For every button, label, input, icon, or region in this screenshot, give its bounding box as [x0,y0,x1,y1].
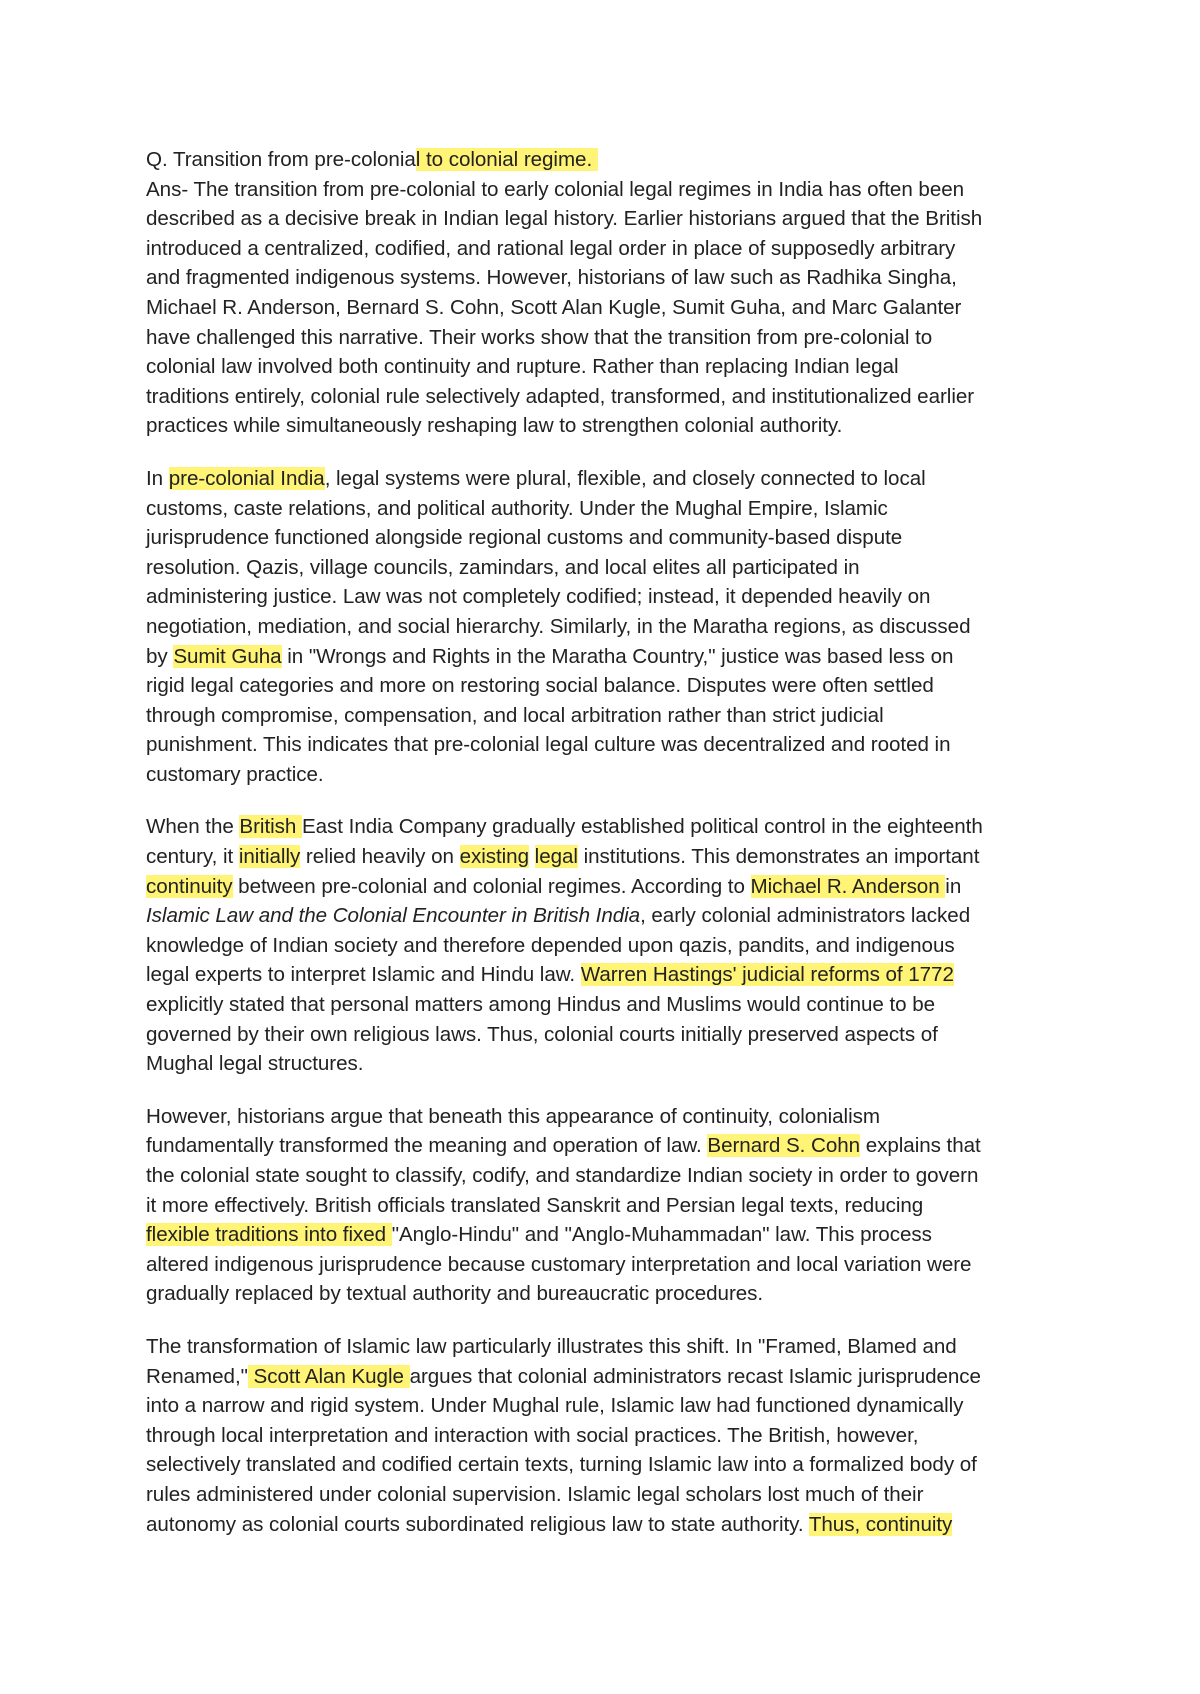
text-run: in "Wrongs and Rights in the Maratha Country," justice was based less on [281,644,954,668]
highlighted-text: Warren Hastings' judicial reforms of 1772 [580,963,954,987]
text-run: fundamentally transformed the meaning and operation of law. [146,1134,708,1158]
text-line [146,263,1066,293]
text-run [529,845,535,868]
text-run: it more effectively. British officials translated Sanskrit and Persian legal texts, reducing [146,1193,924,1217]
highlighted-text: continuity [146,874,233,898]
text-run: described as a decisive break in Indian legal history. Earlier historians argued that the British [146,207,983,231]
text-run: altered indigenous jurisprudence because customary interpretation and local variation were [146,1252,972,1276]
paragraph-spacing [146,789,1066,812]
text-line [146,1161,1066,1191]
text-line [146,1191,1066,1221]
text-run: between pre-colonial and colonial regimes. According to [232,874,751,898]
text-run: Renamed," [146,1364,248,1388]
text-run: through compromise, compensation, and local arbitration rather than strict judicial [146,703,884,727]
text-run: resolution. Qazis, village councils, zamindars, and local elites all participated in [146,555,860,579]
text-run: autonomy as colonial courts subordinated religious law to state authority. [146,1512,809,1536]
text-run: "Anglo-Hindu" and "Anglo-Muhammadan" law. This process [391,1223,932,1247]
text-run: traditions entirely, colonial rule selectively adapted, transformed, and institutionalized earlier [146,384,975,408]
text-run: However, historians argue that beneath this appearance of continuity, colonialism [146,1104,880,1128]
highlighted-text: Scott Alan Kugle [247,1364,410,1388]
text-run: Ans- The transition from pre-colonial to early colonial legal regimes in India has often been [146,177,965,201]
highlighted-text: legal [534,845,578,869]
paragraph-spacing [146,1309,1066,1332]
text-run: into a narrow and rigid system. Under Mughal rule, Islamic law had functioned dynamically [146,1394,964,1418]
text-run: gradually replaced by textual authority and bureaucratic procedures. [146,1282,764,1306]
text-run: institutions. This demonstrates an important [577,845,980,869]
text-line [146,872,1066,902]
text-line [146,701,1066,731]
text-line [146,382,1066,412]
text-run: rules administered under colonial supervision. Islamic legal scholars lost much of their [146,1482,924,1506]
paragraph-spacing [146,1079,1066,1102]
text-line [146,494,1066,524]
text-line [146,990,1066,1020]
text-line [146,642,1066,672]
text-run: Q. Transition from pre-colonia [146,148,416,171]
text-line [146,730,1066,760]
text-line [146,1020,1066,1050]
text-line [146,523,1066,553]
text-line [146,1362,1066,1392]
text-line [146,931,1066,961]
text-run: governed by their own religious laws. Thus, colonial courts initially preserved aspects of [146,1022,938,1046]
text-run: knowledge of Indian society and therefore depended upon qazis, pandits, and indigenous [146,933,955,957]
text-run: punishment. This indicates that pre-colonial legal culture was decentralized and rooted in [146,733,951,757]
text-line [146,960,1066,990]
text-line [146,1250,1066,1280]
paragraph [146,175,1066,441]
text-line [146,1450,1066,1480]
text-line [146,1510,1066,1540]
text-line [146,842,1066,872]
text-run: relied heavily on [300,845,460,869]
text-line [146,1049,1066,1079]
text-run: by [146,644,174,668]
paragraph-spacing [146,441,1066,464]
text-line [146,553,1066,583]
text-line [146,901,1066,931]
text-line [146,1131,1066,1161]
text-run: administering justice. Law was not completely codified; instead, it depended heavily on [146,585,931,609]
highlighted-text: flexible traditions into fixed [146,1223,392,1247]
text-run: customs, caste relations, and political authority. Under the Mughal Empire, Islamic [146,496,888,520]
document-body [146,145,1066,1539]
text-line [146,1279,1066,1309]
text-run: , early colonial administrators lacked [640,904,971,928]
text-run: Michael R. Anderson, Bernard S. Cohn, Scott Alan Kugle, Sumit Guha, and Marc Galanter [146,295,962,319]
highlighted-text: British [239,815,302,839]
text-run: legal experts to interpret Islamic and Hindu law. [146,963,581,987]
text-line [146,612,1066,642]
text-run: the colonial state sought to classify, codify, and standardize Indian society in order to govern [146,1164,979,1187]
text-line [146,293,1066,323]
text-line [146,582,1066,612]
paragraph [146,812,1066,1078]
text-run: jurisprudence functioned alongside regional customs and community-based dispute [146,526,903,550]
text-run: When the [146,815,240,839]
highlighted-text: pre-colonial India [168,466,325,490]
highlighted-text: existing [459,845,529,869]
text-line [146,1480,1066,1510]
text-run: have challenged this narrative. Their works show that the transition from pre-colonial to [146,325,933,349]
text-run: in [945,874,962,898]
text-line [146,1220,1066,1250]
text-run: East India Company gradually established political control in the eighteenth [301,815,983,839]
text-line [146,464,1066,494]
highlighted-text: initially [238,845,301,869]
highlighted-text: Michael R. Anderson [750,874,946,898]
text-run: argues that colonial administrators recast Islamic jurisprudence [409,1364,981,1388]
text-run: practices while simultaneously reshaping law to strengthen colonial authority. [146,414,843,438]
italic-title: Islamic Law and the Colonial Encounter in British India [146,904,641,928]
text-run: colonial law involved both continuity and rupture. Rather than replacing Indian legal [146,355,899,379]
text-line [146,671,1066,701]
text-line [146,323,1066,353]
text-line [146,175,1066,205]
text-line [146,1421,1066,1451]
text-run: selectively translated and codified certain texts, turning Islamic law into a formalized body of [146,1453,977,1477]
paragraph [146,1332,1066,1539]
highlighted-text: Sumit Guha [173,644,282,668]
question-heading [146,145,1066,175]
text-line [146,812,1066,842]
paragraph [146,464,1066,790]
highlighted-text: l to colonial regime. [415,148,598,171]
text-line [146,411,1066,441]
text-run: Mughal legal structures. [146,1052,364,1076]
text-run: In [146,466,169,490]
text-run: through local interpretation and interaction with social practices. The British, however, [146,1423,919,1447]
text-run: and fragmented indigenous systems. However, historians of law such as Radhika Singha, [146,266,957,290]
text-line [146,1391,1066,1421]
text-run: explains that [860,1134,981,1158]
text-run: customary practice. [146,762,324,786]
text-run: introduced a centralized, codified, and rational legal order in place of supposedly arbitrary [146,236,956,260]
text-line [146,234,1066,264]
text-run: negotiation, mediation, and social hierarchy. Similarly, in the Maratha regions, as discussed [146,614,971,638]
paragraph [146,1102,1066,1309]
text-line [146,352,1066,382]
text-line [146,1102,1066,1132]
text-run: , legal systems were plural, flexible, and closely connected to local [324,466,926,490]
text-run: The transformation of Islamic law particularly illustrates this shift. In "Framed, Blamed and [146,1334,957,1358]
highlighted-text: Bernard S. Cohn [707,1134,861,1158]
text-run: explicitly stated that personal matters among Hindus and Muslims would continue to be [146,993,936,1017]
text-line [146,760,1066,790]
text-line [146,1332,1066,1362]
highlighted-text: Thus, continuity [808,1512,953,1536]
text-line [146,204,1066,234]
text-run: century, it [146,845,239,869]
text-run: rigid legal categories and more on restoring social balance. Disputes were often settled [146,674,934,698]
